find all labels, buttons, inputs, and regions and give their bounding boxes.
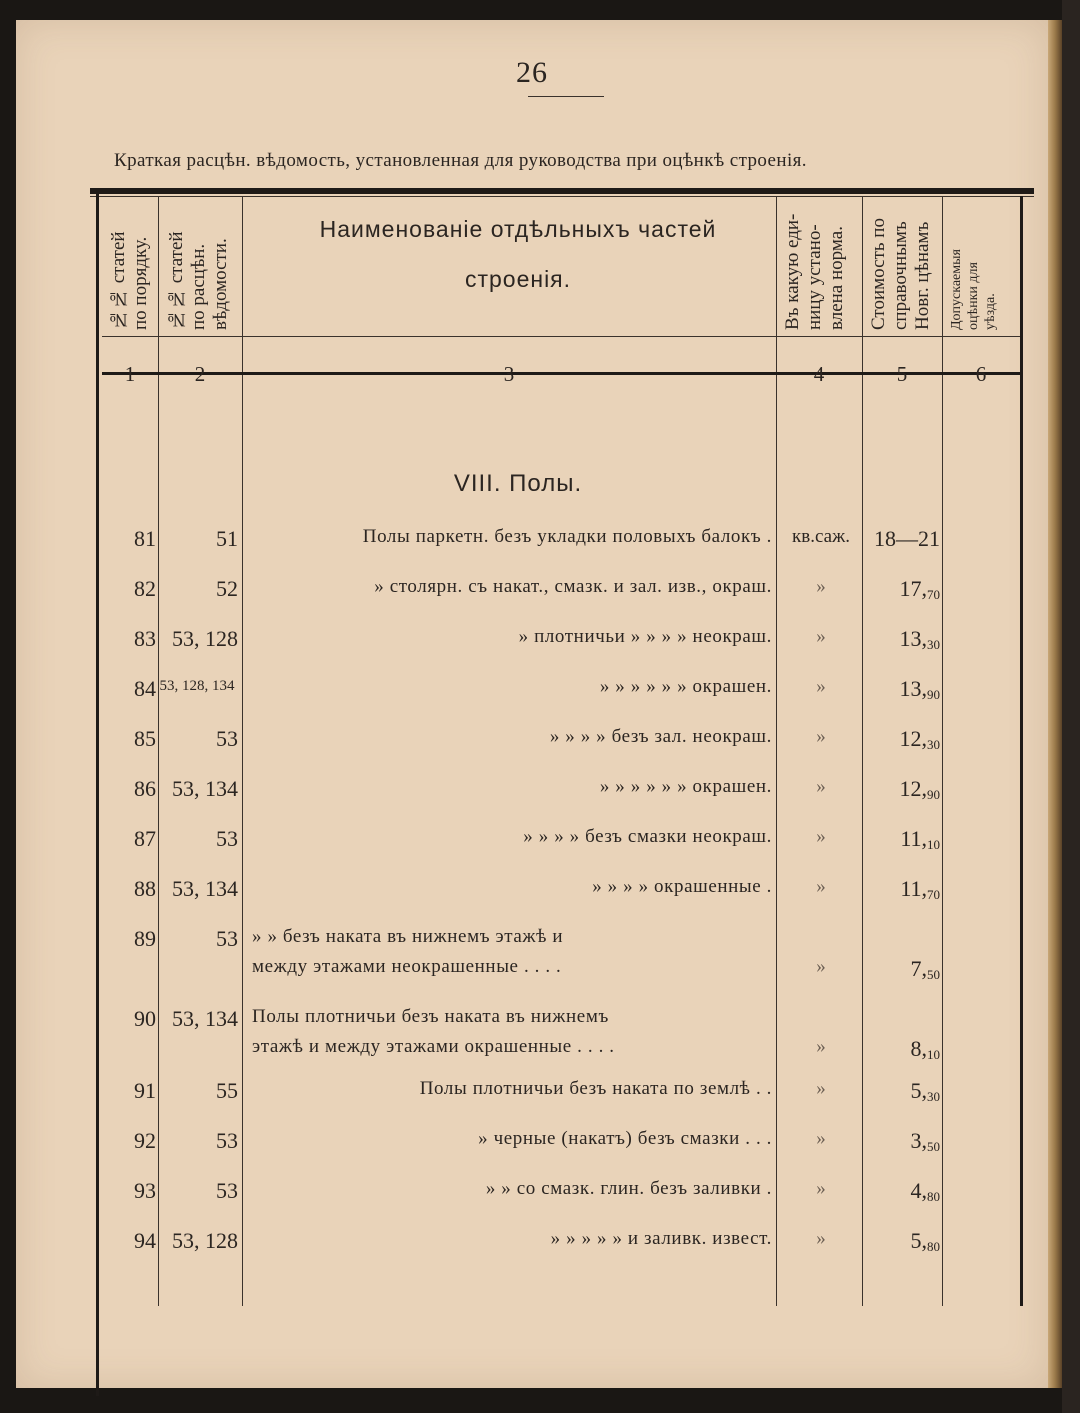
unit-of-measure: » [816, 1036, 826, 1057]
price-kopecks: 30 [927, 637, 940, 652]
header-col3-line1: Наименованіе отдѣльныхъ частей [319, 216, 717, 242]
item-description [252, 576, 772, 598]
price-rubles: 5, [910, 1078, 927, 1103]
row-number: 84 [134, 676, 156, 701]
description-line: Полы плотничьи безъ наката въ нижнемъ [252, 1006, 609, 1027]
price-value [864, 526, 940, 552]
price-list-article: 53, 134 [172, 776, 238, 801]
item-description [252, 1006, 772, 1058]
price-value [864, 826, 940, 852]
price-rubles: 18—21 [874, 526, 940, 551]
price-value [864, 1078, 940, 1104]
item-description [252, 776, 772, 798]
price-value [864, 676, 940, 702]
description-line: » черные (накатъ) безъ смазки . . . [478, 1128, 772, 1149]
unit-of-measure: кв.саж. [792, 526, 850, 547]
price-value [864, 956, 940, 982]
description-line: » столярн. съ накат., смазк. и зал. изв., окраш. [374, 576, 772, 597]
unit-of-measure: » [816, 1078, 826, 1099]
price-rubles: 17, [899, 576, 927, 601]
description-line: » » » » » » окрашен. [599, 676, 772, 697]
price-kopecks: 30 [927, 1089, 940, 1104]
row-number: 91 [134, 1078, 156, 1103]
unit-of-measure: » [816, 776, 826, 797]
col-number-3: 3 [503, 362, 515, 386]
unit-of-measure: » [816, 826, 826, 847]
col-number-6: 6 [975, 362, 987, 386]
price-rubles: 13, [899, 626, 927, 651]
item-description [252, 626, 772, 648]
header-col3-line2: строенія. [464, 266, 572, 292]
col-number-5: 5 [896, 362, 908, 386]
price-kopecks: 80 [927, 1239, 940, 1254]
row-number: 87 [134, 826, 156, 851]
price-rubles: 12, [899, 726, 927, 751]
price-value [864, 876, 940, 902]
price-rubles: 13, [899, 676, 927, 701]
row-number: 82 [134, 576, 156, 601]
unit-of-measure: » [816, 1228, 826, 1249]
row-number: 92 [134, 1128, 156, 1153]
description-line: » » » » безъ зал. неокраш. [549, 726, 772, 747]
description-line: » » » » » и заливк. извест. [550, 1228, 772, 1249]
price-kopecks: 90 [927, 687, 940, 702]
item-description [252, 1128, 772, 1150]
book-page [16, 20, 1048, 1388]
price-rubles: 11, [900, 876, 927, 901]
price-value [864, 776, 940, 802]
header-inner-rule [102, 336, 1020, 337]
description-line: Полы плотничьи безъ наката по землѣ . . [419, 1078, 772, 1099]
price-list-article: 53 [216, 826, 238, 851]
header-col6: Допускаемыя оцѣнки для уѣзда. [949, 249, 998, 330]
price-value [864, 626, 940, 652]
description-line: » » со смазк. глин. безъ заливки . [485, 1178, 772, 1199]
row-number: 89 [134, 926, 156, 951]
price-kopecks: 80 [927, 1189, 940, 1204]
unit-of-measure: » [816, 1128, 826, 1149]
item-description [252, 826, 772, 848]
price-value [864, 1128, 940, 1154]
item-description [252, 1228, 772, 1250]
description-line: » » безъ наката въ нижнемъ этажѣ и [252, 926, 564, 947]
section-title: VIII. Полы. [453, 470, 583, 497]
price-value [864, 1228, 940, 1254]
description-line: » » » » безъ смазки неокраш. [523, 826, 772, 847]
description-line: » » » » окрашенные . [592, 876, 772, 897]
row-number: 86 [134, 776, 156, 801]
price-rubles: 7, [910, 956, 927, 981]
price-list-article: 53 [216, 1178, 238, 1203]
page-subtitle: Краткая расцѣн. вѣдомость, установленная для руководства при оцѣнкѣ строенія. [114, 150, 807, 171]
header-col2: №№ статей по расцѣн. вѣдомости. [166, 231, 231, 330]
unit-of-measure: » [816, 676, 826, 697]
price-kopecks: 70 [927, 887, 940, 902]
price-list-article: 53, 128 [172, 626, 238, 651]
price-rubles: 4, [910, 1178, 927, 1203]
description-line: » » » » » » окрашен. [599, 776, 772, 797]
price-list-article: 53, 134 [172, 1006, 238, 1031]
price-kopecks: 10 [927, 1047, 940, 1062]
price-rubles: 5, [910, 1228, 927, 1253]
item-description [252, 726, 772, 748]
description-line: этажѣ и между этажами окрашенные . . . . [252, 1036, 615, 1057]
item-description [252, 1078, 772, 1100]
price-list-article: 53 [216, 1128, 238, 1153]
price-kopecks: 50 [927, 1139, 940, 1154]
price-list-article: 53, 128 [172, 1228, 238, 1253]
row-number: 93 [134, 1178, 156, 1203]
price-rubles: 8, [910, 1036, 927, 1061]
price-kopecks: 30 [927, 737, 940, 752]
price-list-article: 53 [216, 726, 238, 751]
price-kopecks: 10 [927, 837, 940, 852]
book-spine [1048, 20, 1062, 1388]
item-description [252, 876, 772, 898]
item-description [252, 926, 772, 978]
header-top-rule [90, 188, 1034, 194]
price-value [864, 576, 940, 602]
unit-of-measure: » [816, 626, 826, 647]
price-list-article: 52 [216, 576, 238, 601]
item-description [252, 1178, 772, 1200]
description-line: Полы паркетн. безъ укладки половыхъ балокъ . [362, 526, 772, 547]
page-number: 26 [516, 56, 548, 89]
page-number-rule [528, 96, 604, 97]
row-number: 85 [134, 726, 156, 751]
unit-of-measure: » [816, 876, 826, 897]
col-number-1: 1 [124, 362, 136, 386]
row-number: 83 [134, 626, 156, 651]
page-edge [1062, 0, 1080, 1413]
price-list-article: 53, 128, 134 [159, 678, 235, 694]
table-right-border [1020, 196, 1023, 1306]
row-number: 88 [134, 876, 156, 901]
price-kopecks: 70 [927, 587, 940, 602]
price-value [864, 726, 940, 752]
price-list-article: 53, 134 [172, 876, 238, 901]
row-number: 90 [134, 1006, 156, 1031]
item-description [252, 676, 772, 698]
description-line: » плотничьи » » » » неокраш. [518, 626, 772, 647]
price-value [864, 1036, 940, 1062]
row-number: 94 [134, 1228, 156, 1253]
price-kopecks: 50 [927, 967, 940, 982]
header-col4: Въ какую еди- ницу устано- влена норма. [782, 213, 847, 330]
header-col1: №№ статей по порядку. [108, 231, 151, 330]
header-col5: Стоимость по справочнымъ Новг. цѣнамъ [868, 218, 933, 330]
unit-of-measure: » [816, 576, 826, 597]
table-left-border [96, 188, 99, 1396]
price-value [864, 1178, 940, 1204]
unit-of-measure: » [816, 726, 826, 747]
description-line: между этажами неокрашенные . . . . [252, 956, 562, 977]
row-number: 81 [134, 526, 156, 551]
price-kopecks: 90 [927, 787, 940, 802]
item-description [252, 526, 772, 548]
price-list-article: 53 [216, 926, 238, 951]
price-rubles: 3, [910, 1128, 927, 1153]
price-list-article: 55 [216, 1078, 238, 1103]
unit-of-measure: » [816, 1178, 826, 1199]
col-number-2: 2 [194, 362, 206, 386]
price-list-article: 51 [216, 526, 238, 551]
price-rubles: 11, [900, 826, 927, 851]
col-number-4: 4 [813, 362, 825, 386]
unit-of-measure: » [816, 956, 826, 977]
price-rubles: 12, [899, 776, 927, 801]
